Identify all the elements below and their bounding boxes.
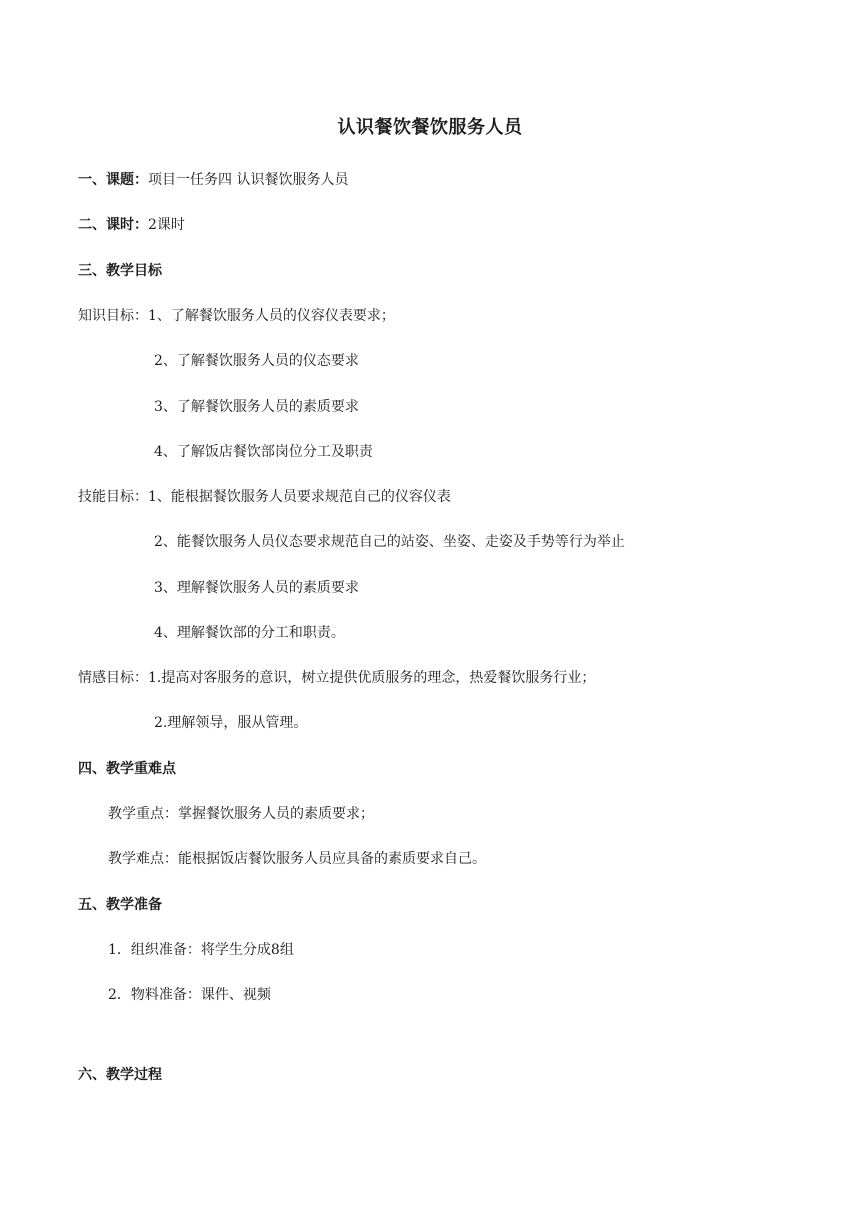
topic-value: 项目一任务四 认识餐饮服务人员 (148, 172, 349, 188)
skill-goal-item: 4、理解餐饮部的分工和职责。 (154, 625, 345, 641)
skill-goal-line (78, 487, 451, 507)
knowledge-goal-label: 知识目标： (78, 308, 148, 324)
difficulty-item: 教学难点：能根据饭店餐饮服务人员应具备的素质要求自己。 (108, 851, 486, 867)
objectives-heading: 三、教学目标 (78, 263, 162, 279)
emotion-goal-label: 情感目标： (78, 670, 148, 686)
topic-label: 一、课题： (78, 172, 148, 188)
preparation-item: 2．物料准备：课件、视频 (108, 987, 271, 1003)
preparation-heading: 五、教学准备 (78, 897, 162, 913)
knowledge-goal-item: 1、了解餐饮服务人员的仪容仪表要求； (148, 308, 395, 324)
key-point-item: 教学重点：掌握餐饮服务人员的素质要求； (108, 806, 374, 822)
emotion-goal-item: 2.理解领导，服从管理。 (154, 715, 308, 731)
emotion-goal-line (78, 668, 595, 688)
topic-line (78, 170, 348, 190)
emotion-goal-item: 1.提高对客服务的意识，树立提供优质服务的理念，热爱餐饮服务行业； (148, 670, 596, 686)
hours-line (78, 215, 185, 235)
skill-goal-item: 1、能根据餐饮服务人员要求规范自己的仪容仪表 (148, 489, 451, 505)
page-title: 认识餐饮餐饮服务人员 (337, 117, 523, 138)
hours-label: 二、课时： (78, 217, 148, 233)
knowledge-goal-item: 3、了解餐饮服务人员的素质要求 (154, 399, 359, 415)
hours-value: 2课时 (148, 217, 185, 233)
preparation-item: 1．组织准备：将学生分成8组 (108, 942, 294, 958)
knowledge-goal-item: 4、了解饭店餐饮部岗位分工及职责 (154, 444, 373, 460)
skill-goal-item: 3、理解餐饮服务人员的素质要求 (154, 580, 359, 596)
knowledge-goal-line (78, 306, 395, 326)
skill-goal-item: 2、能餐饮服务人员仪态要求规范自己的站姿、坐姿、走姿及手势等行为举止 (154, 534, 625, 550)
skill-goal-label: 技能目标： (78, 489, 148, 505)
key-points-heading: 四、教学重难点 (78, 761, 176, 777)
knowledge-goal-item: 2、了解餐饮服务人员的仪态要求 (154, 353, 359, 369)
process-heading: 六、教学过程 (78, 1067, 162, 1083)
